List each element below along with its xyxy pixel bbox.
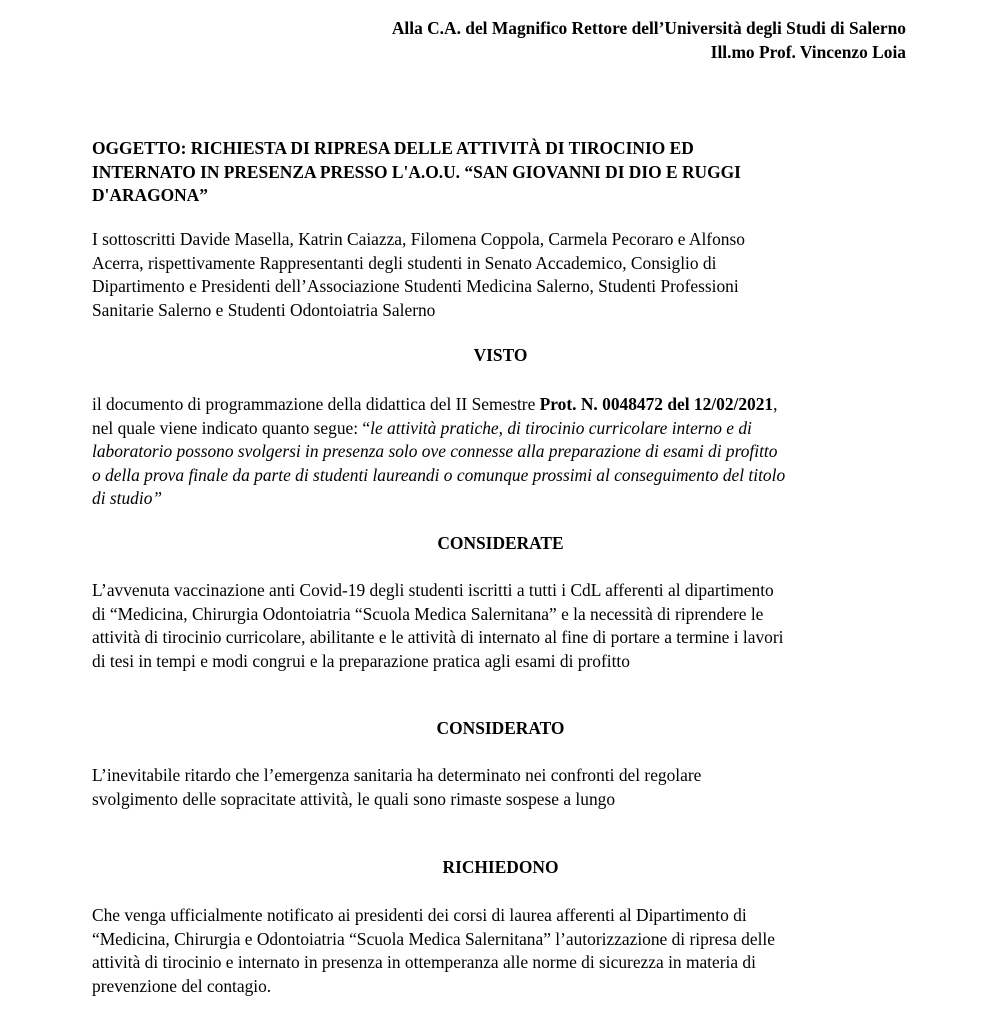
paragraph-line: di tesi in tempi e modi congrui e la preparazione pratica agli esami di profitto [92,650,630,671]
paragraph-line: prevenzione del contagio. [92,975,272,996]
paragraph-line: svolgimento delle sopracitate attività, le quali sono rimaste sospese a lungo [92,788,616,809]
paragraph-line: Acerra, rispettivamente Rappresentanti degli studenti in Senato Accademico, Consiglio di [92,252,717,273]
heading-text: RICHIEDONO [442,857,559,877]
quoted-text: o della prova finale da parte di studenti laureandi o comunque prossimi al conseguimento del titolo [92,464,786,485]
paragraph-line: L’inevitabile ritardo che l’emergenza sanitaria ha determinato nei confronti del regolare [92,765,702,785]
addressee-block [392,16,906,64]
subject-block [92,137,922,208]
protocol-reference: Prot. N. 0048472 del 12/02/2021 [539,394,774,414]
paragraph-line: Dipartimento e Presidenti dell’Associazione Studenti Medicina Salerno, Studenti Professioni [92,276,739,296]
paragraph-line [92,440,922,464]
paragraph-line: attività di tirocinio curricolare, abilitante e le attività di internato al fine di portare a termine i lavori [92,627,784,647]
heading-text: CONSIDERATE [437,533,564,553]
section-heading-visto [0,344,1001,368]
paragraph-line [92,417,922,441]
paragraph-line: I sottoscritti Davide Masella, Katrin Caiazza, Filomena Coppola, Carmela Pecoraro e Alfonso [92,229,745,249]
intro-paragraph [92,228,922,322]
section-heading-considerato [0,717,1001,741]
richiedono-paragraph [92,904,922,998]
paragraph-line: L’avvenuta vaccinazione anti Covid-19 degli studenti iscritti a tutti i CdL afferenti al dipartimento [92,580,774,600]
section-heading-considerate [0,532,1001,556]
heading-text: CONSIDERATO [436,718,565,738]
considerato-paragraph [92,764,922,811]
paragraph-line: di “Medicina, Chirurgia Odontoiatria “Scuola Medica Salernitana” e la necessità di riprendere le [92,603,764,624]
text-segment: , [773,394,778,414]
heading-text: VISTO [473,345,528,365]
subject-line: OGGETTO: RICHIESTA DI RIPRESA DELLE ATTIVITÀ DI TIROCINIO ED [92,138,694,158]
text-segment: il documento di programmazione della didattica del II Semestre [92,394,540,414]
text-segment: nel quale viene indicato quanto segue: “ [92,417,371,438]
addressee-name: Ill.mo Prof. Vincenzo Loia [710,42,906,62]
paragraph-line: “Medicina, Chirurgia e Odontoiatria “Scuola Medica Salernitana” l’autorizzazione di ripresa delle [92,928,775,949]
considerate-paragraph [92,579,922,673]
paragraph-line: Che venga ufficialmente notificato ai presidenti dei corsi di laurea afferenti al Dipartimento di [92,905,747,925]
subject-line: INTERNATO IN PRESENZA PRESSO L'A.O.U. “SAN GIOVANNI DI DIO E RUGGI [92,161,741,182]
paragraph-line [92,487,922,511]
addressee-line: Alla C.A. del Magnifico Rettore dell’Università degli Studi di Salerno [391,18,906,38]
section-heading-richiedono [0,856,1001,880]
paragraph-line: attività di tirocinio e internato in presenza in ottemperanza alle norme di sicurezza in materia di [92,952,756,972]
paragraph-line [92,393,922,417]
quoted-text: laboratorio possono svolgersi in presenza solo ove connesse alla preparazione di esami di profitto [92,441,778,461]
visto-paragraph [92,393,922,511]
subject-line: D'ARAGONA” [92,185,208,205]
quoted-text: le attività pratiche, di tirocinio curricolare interno e di [370,417,752,438]
paragraph-line: Sanitarie Salerno e Studenti Odontoiatria Salerno [92,299,436,320]
quoted-text: di studio” [92,488,163,508]
paragraph-line [92,464,922,488]
